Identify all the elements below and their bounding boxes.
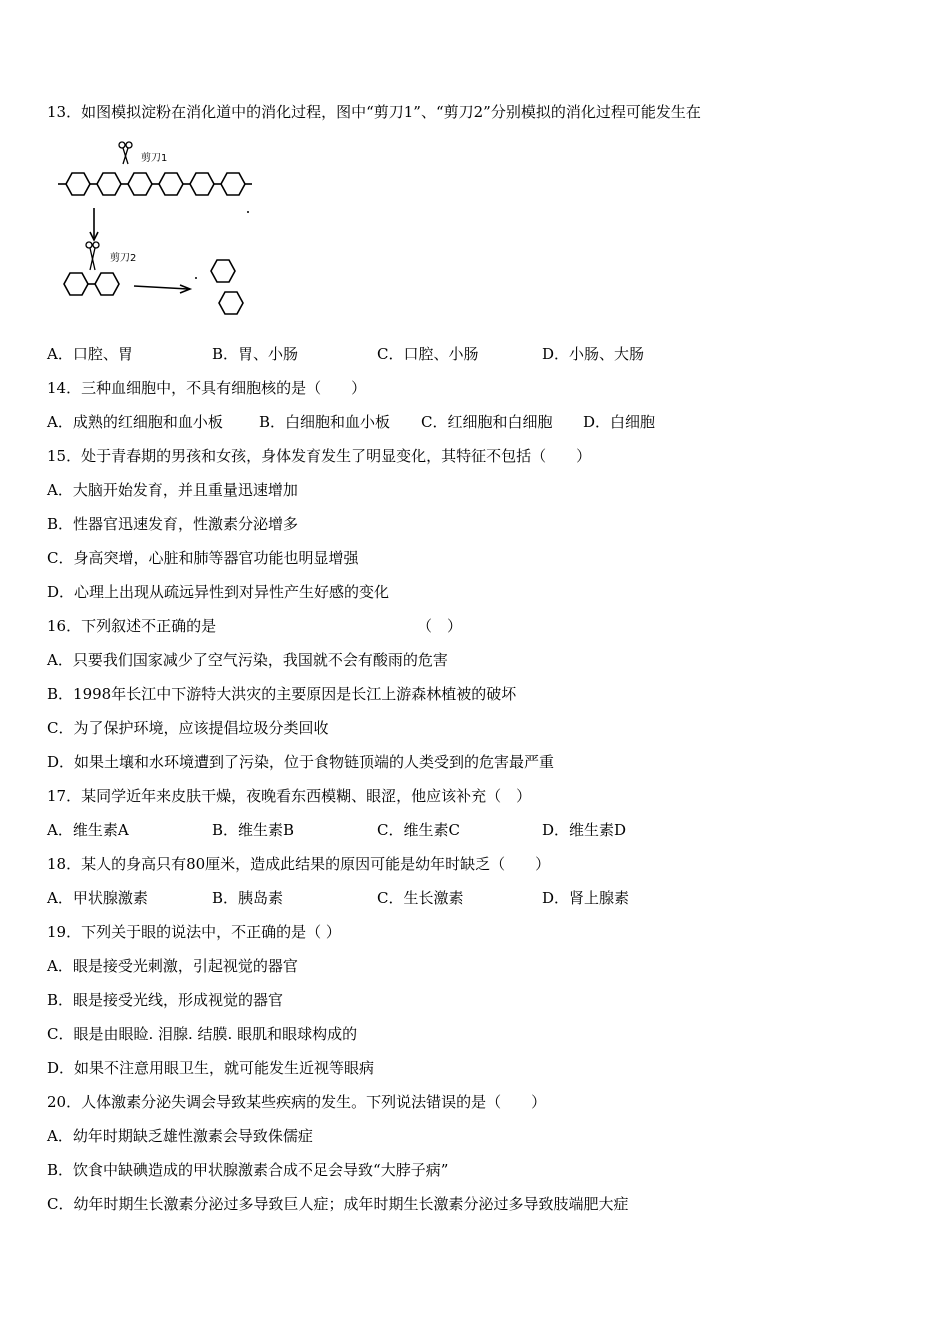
option-d[interactable]: D．如果土壤和水环境遭到了污染，位于食物链顶端的人类受到的危害最严重 <box>47 753 555 771</box>
option-a[interactable]: A．眼是接受光刺激，引起视觉的器官 <box>47 957 298 975</box>
option-b[interactable]: B．饮食中缺碘造成的甲状腺激素合成不足会导致“大脖子病” <box>47 1161 449 1179</box>
option-b[interactable]: B．维生素B <box>212 821 295 839</box>
option-a[interactable]: A．幼年时期缺乏雄性激素会导致侏儒症 <box>47 1127 313 1145</box>
option-c[interactable]: C．生长激素 <box>377 889 464 907</box>
question-13-stem: 13．如图模拟淀粉在消化道中的消化过程，图中“剪刀1”、“剪刀2”分别模拟的消化过程可能发生在 <box>47 103 701 121</box>
scissors-icon <box>86 242 99 270</box>
scissors-2-label: 剪刀2 <box>110 253 137 264</box>
option-b[interactable]: B．眼是接受光线，形成视觉的器官 <box>47 991 284 1009</box>
option-d[interactable]: D．白细胞 <box>583 413 656 431</box>
option-d[interactable]: D．如果不注意用眼卫生，就可能发生近视等眼病 <box>47 1059 375 1077</box>
option-d[interactable]: D．小肠、大肠 <box>542 345 645 363</box>
question-19-stem: 19．下列关于眼的说法中，不正确的是（ ） <box>47 923 341 941</box>
option-b[interactable]: B．性器官迅速发育，性激素分泌增多 <box>47 515 299 533</box>
option-c[interactable]: C．口腔、小肠 <box>377 345 479 363</box>
option-d[interactable]: D．维生素D <box>542 821 627 839</box>
scissors-icon <box>119 142 132 164</box>
option-b[interactable]: B．白细胞和血小板 <box>259 413 391 431</box>
option-c[interactable]: C．眼是由眼睑. 泪腺. 结膜. 眼肌和眼球构成的 <box>47 1025 358 1043</box>
option-d[interactable]: D．肾上腺素 <box>542 889 630 907</box>
option-c[interactable]: C．为了保护环境，应该提倡垃圾分类回收 <box>47 719 329 737</box>
question-15-stem: 15．处于青春期的男孩和女孩，身体发育发生了明显变化，其特征不包括（ ） <box>47 447 592 465</box>
option-a[interactable]: A．维生素A <box>47 821 129 839</box>
option-a[interactable]: A．成熟的红细胞和血小板 <box>47 413 223 431</box>
question-20-stem: 20．人体激素分泌失调会导致某些疾病的发生。下列说法错误的是（ ） <box>47 1093 547 1111</box>
option-b[interactable]: B．1998年长江中下游特大洪灾的主要原因是长江上游森林植被的破坏 <box>47 685 517 703</box>
option-c[interactable]: C．身高突增，心脏和肺等器官功能也明显增强 <box>47 549 359 567</box>
option-b[interactable]: B．胃、小肠 <box>212 345 299 363</box>
scissors-1-label: 剪刀1 <box>141 153 168 164</box>
option-d[interactable]: D．心理上出现从疏远异性到对异性产生好感的变化 <box>47 583 390 601</box>
question-14-stem: 14．三种血细胞中，不具有细胞核的是（ ） <box>47 379 367 397</box>
option-a[interactable]: A．大脑开始发育，并且重量迅速增加 <box>47 481 298 499</box>
option-a[interactable]: A．只要我们国家减少了空气污染，我国就不会有酸雨的危害 <box>47 651 448 669</box>
question-18-stem: 18．某人的身高只有80厘米，造成此结果的原因可能是幼年时缺乏（ ） <box>47 855 551 873</box>
option-c[interactable]: C．红细胞和白细胞 <box>421 413 553 431</box>
question-17-stem: 17．某同学近年来皮肤干燥，夜晚看东西模糊、眼涩，他应该补充（ ） <box>47 787 532 805</box>
option-c[interactable]: C．维生素C <box>377 821 460 839</box>
option-a[interactable]: A．甲状腺激素 <box>47 889 148 907</box>
starch-digestion-diagram <box>52 134 262 324</box>
answer-paren: （ ） <box>417 617 463 635</box>
option-c[interactable]: C．幼年时期生长激素分泌过多导致巨人症；成年时期生长激素分泌过多导致肢端肥大症 <box>47 1195 629 1213</box>
option-b[interactable]: B．胰岛素 <box>212 889 284 907</box>
option-a[interactable]: A．口腔、胃 <box>47 345 133 363</box>
question-16-stem: 16．下列叙述不正确的是 <box>47 617 217 635</box>
